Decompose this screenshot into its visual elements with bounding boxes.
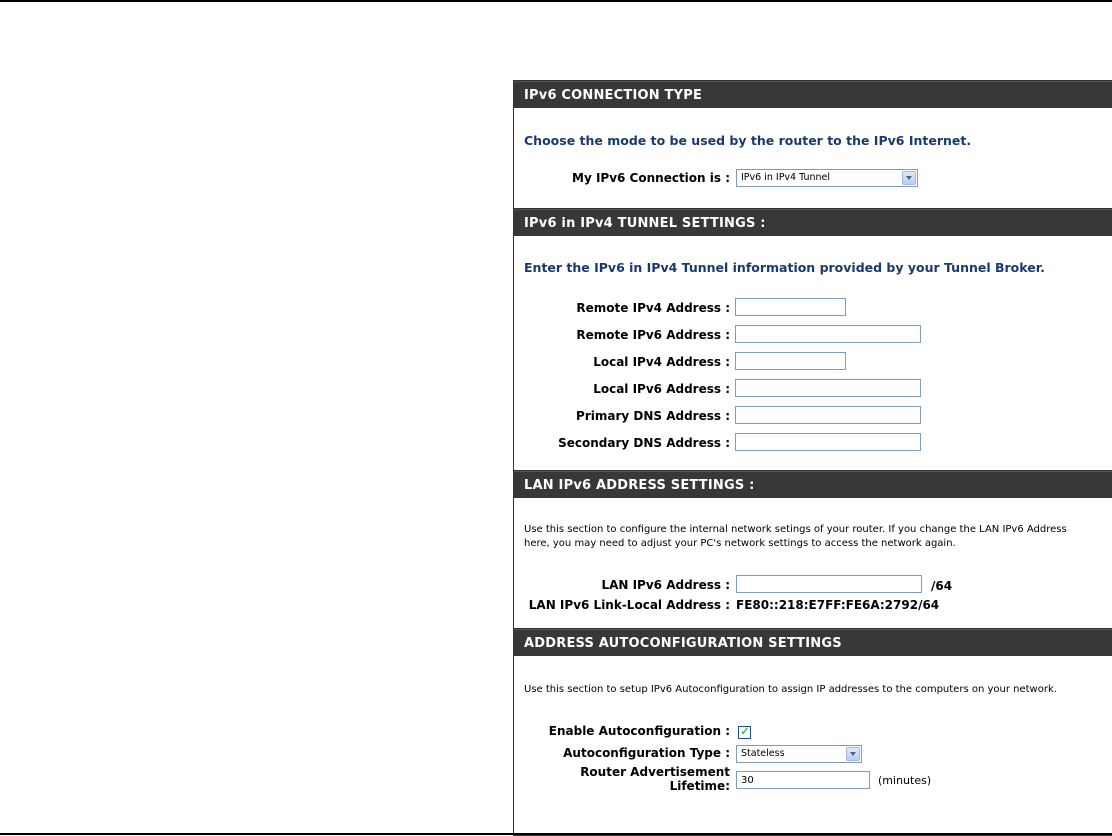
chevron-down-icon[interactable] <box>846 747 860 761</box>
remote-ipv4-label: Remote IPv4 Address : <box>576 301 730 315</box>
lan-settings-section <box>514 498 1112 629</box>
router-advert-lifetime-label <box>514 765 730 793</box>
connection-type-section <box>514 108 1112 209</box>
lan-ipv6-address-input[interactable] <box>736 575 922 593</box>
link-local-label: LAN IPv6 Link-Local Address : <box>528 598 730 612</box>
autoconfig-type-label: Autoconfiguration Type : <box>563 746 730 760</box>
connection-type-description: Choose the mode to be used by the router to the IPv6 Internet. <box>524 133 972 148</box>
tunnel-settings-description: Enter the IPv6 in IPv4 Tunnel information provided by your Tunnel Broker. <box>524 260 1045 275</box>
lan-prefix-suffix: /64 <box>931 579 953 593</box>
autoconfig-section <box>514 656 1112 835</box>
tunnel-settings-header: IPv6 in IPv4 TUNNEL SETTINGS : <box>514 209 1112 236</box>
settings-panel <box>513 80 1112 836</box>
remote-ipv6-input[interactable] <box>735 325 921 343</box>
enable-autoconfig-checkbox[interactable] <box>738 726 751 739</box>
tunnel-settings-section <box>514 236 1112 471</box>
autoconfig-header: ADDRESS AUTOCONFIGURATION SETTINGS <box>514 629 1112 656</box>
local-ipv4-input[interactable] <box>735 352 846 370</box>
lifetime-unit: (minutes) <box>878 774 932 787</box>
lan-settings-header: LAN IPv6 ADDRESS SETTINGS : <box>514 471 1112 498</box>
top-border <box>0 0 1112 2</box>
local-ipv4-label: Local IPv4 Address : <box>593 355 730 369</box>
secondary-dns-input[interactable] <box>735 433 921 451</box>
secondary-dns-label: Secondary DNS Address : <box>558 436 730 450</box>
autoconfig-description: Use this section to setup IPv6 Autoconfiguration to assign IP addresses to the computers on your network. <box>524 684 1057 695</box>
remote-ipv4-input[interactable] <box>735 298 846 316</box>
lan-settings-description <box>524 523 1109 551</box>
connection-type-select[interactable] <box>736 169 918 187</box>
connection-type-label: My IPv6 Connection is : <box>572 171 730 185</box>
enable-autoconfig-label: Enable Autoconfiguration : <box>548 724 730 738</box>
local-ipv6-input[interactable] <box>735 379 921 397</box>
remote-ipv6-label: Remote IPv6 Address : <box>576 328 730 342</box>
local-ipv6-label: Local IPv6 Address : <box>593 382 730 396</box>
connection-type-header: IPv6 CONNECTION TYPE <box>514 81 1112 108</box>
connection-type-selected: IPv6 in IPv4 Tunnel <box>741 172 831 183</box>
router-advert-lifetime-line1: Router Advertisement <box>580 765 730 779</box>
autoconfig-type-select[interactable] <box>736 745 862 763</box>
router-advert-lifetime-input[interactable] <box>736 771 870 789</box>
chevron-down-icon[interactable] <box>902 171 916 185</box>
link-local-value: FE80::218:E7FF:FE6A:2792/64 <box>736 598 940 612</box>
checkmark-icon: ✓ <box>740 724 751 738</box>
lan-settings-description-line2: here, you may need to adjust your PC's network settings to access the network again. <box>524 538 956 549</box>
router-advert-lifetime-line2: Lifetime: <box>669 779 730 793</box>
primary-dns-input[interactable] <box>735 406 921 424</box>
primary-dns-label: Primary DNS Address : <box>576 409 730 423</box>
autoconfig-type-selected: Stateless <box>741 748 785 759</box>
lan-settings-description-line1: Use this section to configure the internal network setings of your router. If you change the LAN IPv6 Address <box>524 524 1067 535</box>
lan-ipv6-address-label: LAN IPv6 Address : <box>601 578 730 592</box>
